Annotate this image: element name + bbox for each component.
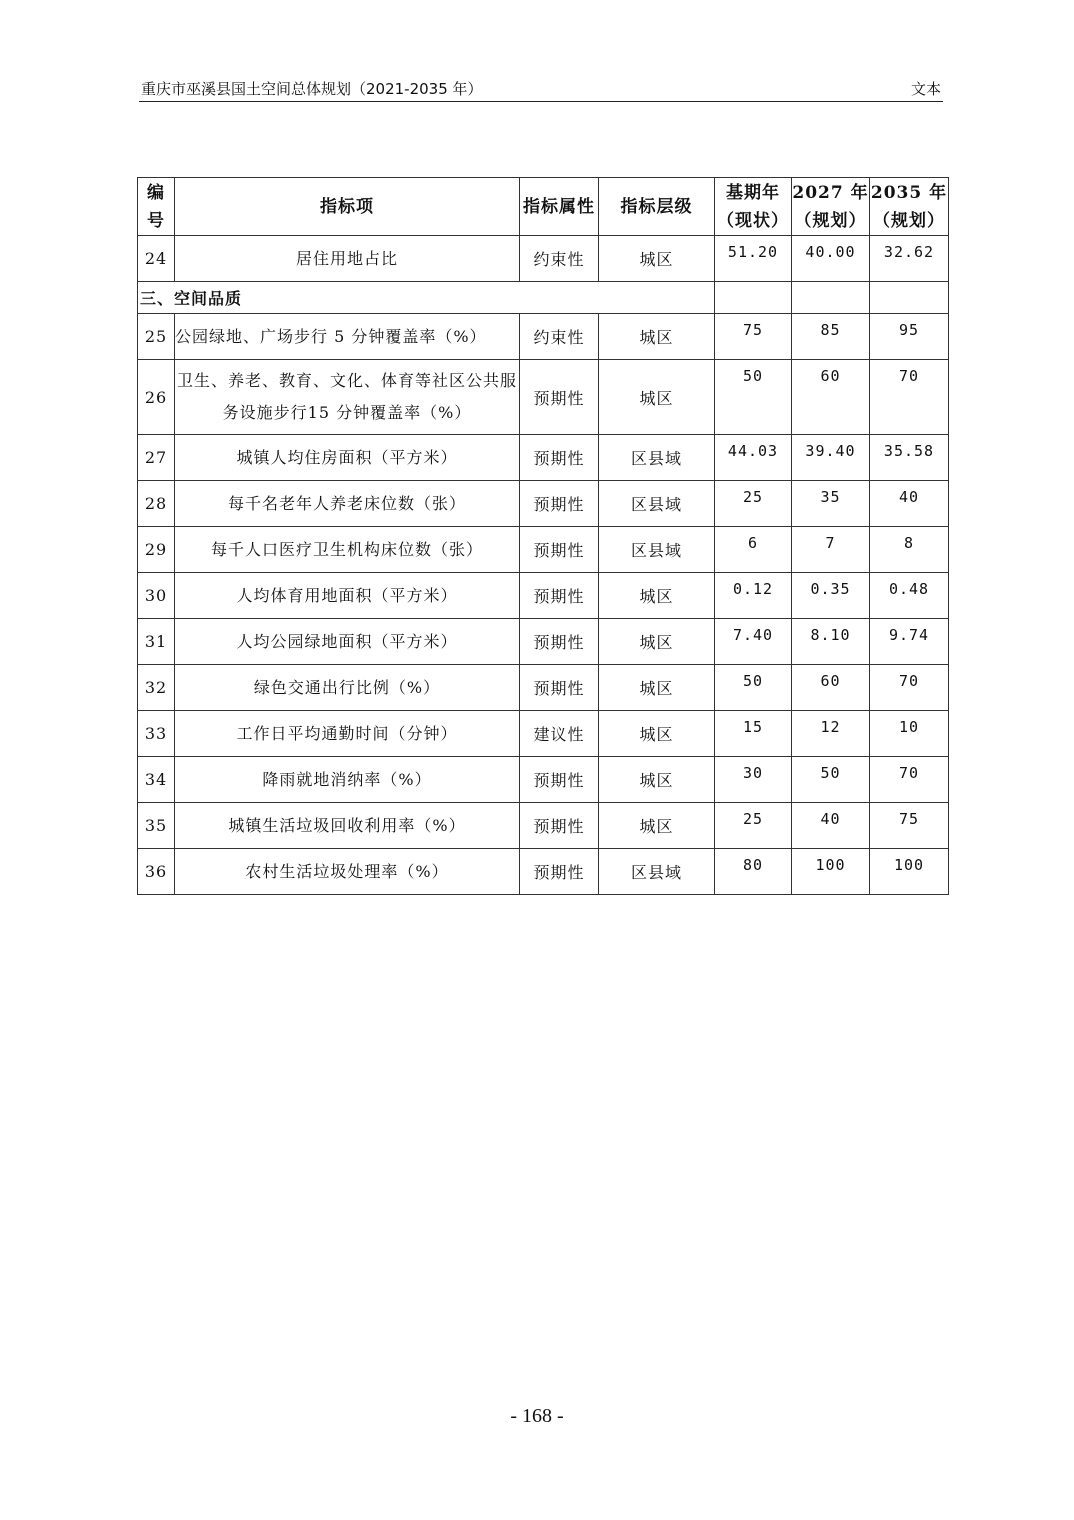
table-row [138, 665, 949, 711]
row-level: 城区 [599, 314, 715, 360]
row-item: 居住用地占比 [175, 236, 520, 282]
row-item: 公园绿地、广场步行 5 分钟覆盖率（%） [175, 314, 520, 360]
row-no: 30 [138, 573, 175, 619]
row-attr: 预期性 [520, 573, 599, 619]
row-level: 城区 [599, 619, 715, 665]
row-base: 80 [715, 849, 792, 895]
row-2027: 7 [792, 527, 870, 573]
row-2027: 60 [792, 360, 870, 435]
row-level: 城区 [599, 360, 715, 435]
row-item: 降雨就地消纳率（%） [175, 757, 520, 803]
row-2035: 40 [870, 481, 949, 527]
row-2027: 0.35 [792, 573, 870, 619]
row-level: 城区 [599, 665, 715, 711]
row-no: 26 [138, 360, 175, 435]
header-base-year: 基期年 （现状） [715, 178, 792, 236]
row-base: 50 [715, 665, 792, 711]
row-level: 城区 [599, 573, 715, 619]
row-2035: 0.48 [870, 573, 949, 619]
row-no: 35 [138, 803, 175, 849]
section-blank [599, 282, 715, 314]
section-title: 三、空间品质 [138, 282, 599, 314]
table-row [138, 757, 949, 803]
header-attr: 指标属性 [520, 178, 599, 236]
row-2035: 70 [870, 757, 949, 803]
section-blank [715, 282, 792, 314]
row-item: 人均体育用地面积（平方米） [175, 573, 520, 619]
table-row [138, 236, 949, 282]
row-attr: 预期性 [520, 803, 599, 849]
row-attr: 预期性 [520, 527, 599, 573]
row-level: 城区 [599, 803, 715, 849]
row-attr: 预期性 [520, 757, 599, 803]
row-no: 24 [138, 236, 175, 282]
table-row [138, 481, 949, 527]
row-level: 区县域 [599, 527, 715, 573]
row-2035: 70 [870, 665, 949, 711]
row-no: 27 [138, 435, 175, 481]
row-no: 32 [138, 665, 175, 711]
row-base: 25 [715, 481, 792, 527]
table-row [138, 527, 949, 573]
row-base: 15 [715, 711, 792, 757]
row-base: 51.20 [715, 236, 792, 282]
row-level: 区县域 [599, 435, 715, 481]
header-2027: 2027 年 （规划） [792, 178, 870, 236]
row-item: 每千名老年人养老床位数（张） [175, 481, 520, 527]
row-base: 25 [715, 803, 792, 849]
row-attr: 预期性 [520, 360, 599, 435]
row-attr: 预期性 [520, 849, 599, 895]
row-item: 卫生、养老、教育、文化、体育等社区公共服务设施步行15 分钟覆盖率（%） [175, 360, 520, 435]
row-2027: 100 [792, 849, 870, 895]
row-2027: 85 [792, 314, 870, 360]
row-base: 75 [715, 314, 792, 360]
table-row [138, 573, 949, 619]
row-attr: 约束性 [520, 236, 599, 282]
indicator-table [137, 177, 949, 895]
header-no: 编 号 [138, 178, 175, 236]
row-2027: 50 [792, 757, 870, 803]
row-2027: 8.10 [792, 619, 870, 665]
row-item: 城镇人均住房面积（平方米） [175, 435, 520, 481]
table-row [138, 849, 949, 895]
row-level: 城区 [599, 757, 715, 803]
row-attr: 预期性 [520, 481, 599, 527]
row-attr: 约束性 [520, 314, 599, 360]
header-item: 指标项 [175, 178, 520, 236]
table-row [138, 360, 949, 435]
row-item: 绿色交通出行比例（%） [175, 665, 520, 711]
row-no: 28 [138, 481, 175, 527]
row-no: 36 [138, 849, 175, 895]
row-2035: 32.62 [870, 236, 949, 282]
table-row [138, 619, 949, 665]
row-2035: 95 [870, 314, 949, 360]
row-item: 人均公园绿地面积（平方米） [175, 619, 520, 665]
header-2035: 2035 年 （规划） [870, 178, 949, 236]
row-item: 农村生活垃圾处理率（%） [175, 849, 520, 895]
row-attr: 预期性 [520, 665, 599, 711]
row-base: 44.03 [715, 435, 792, 481]
row-no: 34 [138, 757, 175, 803]
row-2027: 35 [792, 481, 870, 527]
section-row [138, 282, 949, 314]
row-attr: 建议性 [520, 711, 599, 757]
row-2035: 75 [870, 803, 949, 849]
header-level: 指标层级 [599, 178, 715, 236]
row-no: 31 [138, 619, 175, 665]
row-no: 29 [138, 527, 175, 573]
row-2027: 12 [792, 711, 870, 757]
section-blank [870, 282, 949, 314]
document-title: 重庆市巫溪县国土空间总体规划（2021-2035 年） [141, 80, 483, 98]
row-2035: 10 [870, 711, 949, 757]
row-item: 工作日平均通勤时间（分钟） [175, 711, 520, 757]
row-attr: 预期性 [520, 435, 599, 481]
row-level: 城区 [599, 236, 715, 282]
row-attr: 预期性 [520, 619, 599, 665]
table-row [138, 435, 949, 481]
page-header [139, 74, 943, 102]
row-2027: 40 [792, 803, 870, 849]
row-base: 0.12 [715, 573, 792, 619]
row-item: 每千人口医疗卫生机构床位数（张） [175, 527, 520, 573]
row-item: 城镇生活垃圾回收利用率（%） [175, 803, 520, 849]
page-number: - 168 - [510, 1405, 564, 1427]
table-row [138, 803, 949, 849]
row-2035: 8 [870, 527, 949, 573]
table-row [138, 314, 949, 360]
row-base: 50 [715, 360, 792, 435]
row-level: 城区 [599, 711, 715, 757]
row-2035: 100 [870, 849, 949, 895]
row-2035: 9.74 [870, 619, 949, 665]
row-base: 30 [715, 757, 792, 803]
row-no: 25 [138, 314, 175, 360]
row-level: 区县域 [599, 481, 715, 527]
document-type-label: 文本 [910, 80, 941, 98]
row-2035: 70 [870, 360, 949, 435]
row-base: 6 [715, 527, 792, 573]
table-row [138, 711, 949, 757]
table-header-row [138, 178, 949, 236]
row-level: 区县域 [599, 849, 715, 895]
row-2027: 40.00 [792, 236, 870, 282]
row-base: 7.40 [715, 619, 792, 665]
row-2027: 60 [792, 665, 870, 711]
section-blank [792, 282, 870, 314]
row-2035: 35.58 [870, 435, 949, 481]
row-2027: 39.40 [792, 435, 870, 481]
row-no: 33 [138, 711, 175, 757]
